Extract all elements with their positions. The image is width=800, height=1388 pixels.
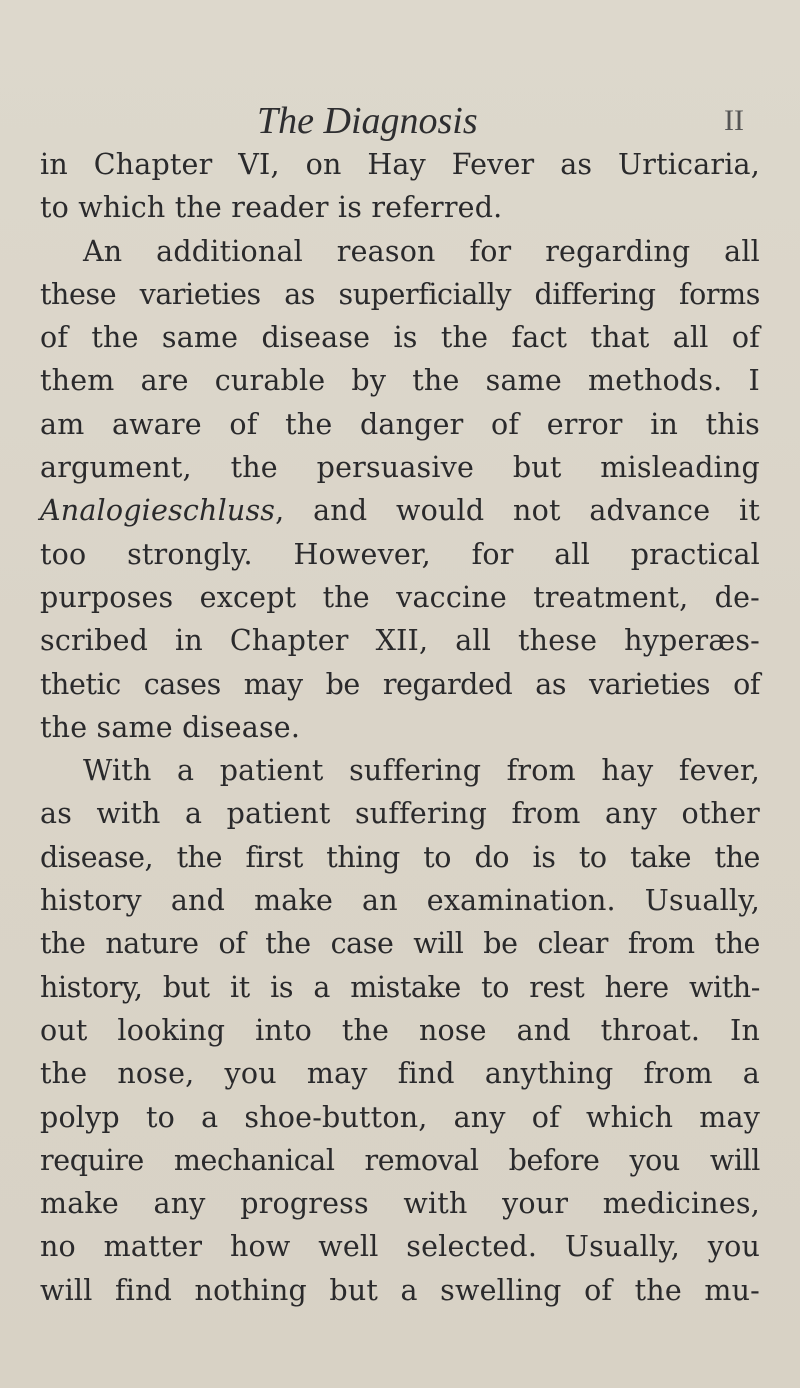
text-line: With a patient suffering from hay fever, (83, 754, 760, 788)
text-line: the nose, you may find anything from a (40, 1057, 760, 1091)
text-line: in Chapter VI, on Hay Fever as Urticaria, (40, 148, 760, 181)
text-line: purposes except the vaccine treatment, de- (40, 580, 760, 614)
text-line: the same disease. (40, 710, 301, 744)
text-line: require mechanical removal before you will (40, 1143, 760, 1177)
running-head (0, 96, 800, 146)
text-line: out looking into the nose and throat. In (40, 1013, 760, 1047)
line-remainder: , and would not advance it (275, 494, 760, 528)
text-line: history and make an examination. Usually, (40, 884, 760, 918)
text-line: of the same disease is the fact that all of (40, 321, 760, 355)
page-number: II (724, 104, 744, 137)
italic-term: Analogieschluss (40, 494, 276, 528)
text-line: history, but it is a mistake to rest here with- (40, 970, 760, 1004)
text-line: polyp to a shoe-button, any of which may (40, 1100, 760, 1134)
text-line: as with a patient suffering from any other (40, 797, 760, 831)
text-line: make any progress with your medicines, (40, 1187, 760, 1221)
text-line: scribed in Chapter XII, all these hyperæs- (40, 624, 760, 658)
running-title: The Diagnosis (257, 100, 478, 142)
text-line: disease, the first thing to do is to take the (40, 840, 760, 874)
text-line: these varieties as superficially differing forms (40, 277, 760, 311)
text-line-italic-term (40, 489, 760, 532)
text-line: am aware of the danger of error in this (40, 407, 760, 441)
text-line: An additional reason for regarding all (83, 234, 760, 268)
text-line: them are curable by the same methods. I (40, 364, 760, 398)
text-line: will find nothing but a swelling of the mu- (40, 1273, 760, 1307)
text-line: the nature of the case will be clear from the (40, 927, 760, 961)
text-line: too strongly. However, for all practical (40, 537, 760, 571)
text-line: to which the reader is referred. (40, 191, 503, 225)
text-line: thetic cases may be regarded as varieties of (40, 667, 760, 701)
body-text (40, 143, 760, 1312)
text-line: argument, the persuasive but misleading (40, 451, 760, 485)
text-line: no matter how well selected. Usually, you (40, 1230, 760, 1264)
